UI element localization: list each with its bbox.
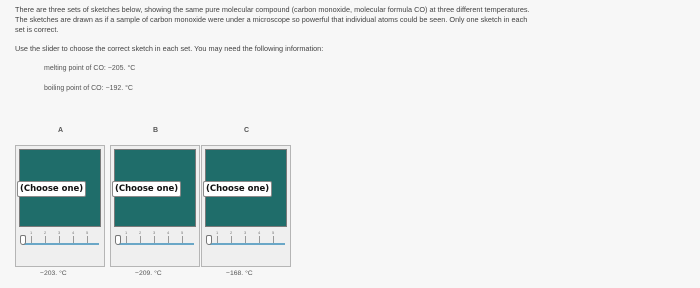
- sketch-area-b: [114, 149, 196, 227]
- slider-tick: [259, 236, 260, 243]
- slider-b[interactable]: [115, 230, 197, 250]
- tick-label: 4: [258, 230, 261, 235]
- slider-tick: [273, 236, 274, 243]
- instruction-text: Use the slider to choose the correct sketch in each set. You may need the following information:: [15, 44, 324, 53]
- slider-tick: [59, 236, 60, 243]
- intro-line: There are three sets of sketches below, showing the same pure molecular compound (carbon monoxide, molecular formula CO) at three different temperatures.: [15, 5, 530, 14]
- temperature-c: −168. °C: [226, 270, 253, 277]
- intro-line: The sketches are drawn as if a sample of carbon monoxide were under a microscope so powerful that individual atoms could be seen. Only one sketch in each: [15, 15, 528, 24]
- sketch-panel-a: [15, 145, 105, 267]
- intro-line: set is correct.: [15, 25, 59, 34]
- tick-label: 2: [230, 230, 233, 235]
- tick-label: 5: [272, 230, 275, 235]
- sketch-area-c: [205, 149, 287, 227]
- tick-label: 5: [181, 230, 184, 235]
- tick-label: 4: [72, 230, 75, 235]
- sketch-panel-b: [110, 145, 200, 267]
- tick-label: 1: [125, 230, 128, 235]
- slider-tick: [182, 236, 183, 243]
- slider-tick: [231, 236, 232, 243]
- melting-point-info: melting point of CO: −205. °C: [44, 65, 136, 72]
- slider-thumb-a[interactable]: [20, 235, 26, 245]
- tick-label: 5: [86, 230, 89, 235]
- boiling-point-info: boiling point of CO: −192. °C: [44, 85, 133, 92]
- slider-tick: [245, 236, 246, 243]
- slider-tick: [154, 236, 155, 243]
- slider-tick: [140, 236, 141, 243]
- choose-one-c[interactable]: (Choose one): [203, 181, 272, 197]
- slider-thumb-c[interactable]: [206, 235, 212, 245]
- slider-tick: [126, 236, 127, 243]
- tick-label: 2: [139, 230, 142, 235]
- intro-text: [15, 5, 695, 35]
- sketch-panel-c: [201, 145, 291, 267]
- slider-track-a: [23, 243, 99, 245]
- slider-c[interactable]: [206, 230, 288, 250]
- tick-label: 2: [44, 230, 47, 235]
- panel-label-c: C: [244, 127, 250, 134]
- slider-track-b: [118, 243, 194, 245]
- tick-label: 1: [216, 230, 219, 235]
- slider-tick: [45, 236, 46, 243]
- panel-label-a: A: [58, 127, 64, 134]
- slider-track-c: [209, 243, 285, 245]
- slider-tick: [31, 236, 32, 243]
- choose-one-b[interactable]: (Choose one): [112, 181, 181, 197]
- panel-label-b: B: [153, 127, 159, 134]
- slider-thumb-b[interactable]: [115, 235, 121, 245]
- temperature-b: −209. °C: [135, 270, 162, 277]
- choose-one-a[interactable]: (Choose one): [17, 181, 86, 197]
- temperature-a: −203. °C: [40, 270, 67, 277]
- tick-label: 3: [244, 230, 247, 235]
- slider-tick: [168, 236, 169, 243]
- tick-label: 4: [167, 230, 170, 235]
- sketch-area-a: [19, 149, 101, 227]
- tick-label: 1: [30, 230, 33, 235]
- tick-label: 3: [58, 230, 61, 235]
- slider-a[interactable]: [20, 230, 102, 250]
- slider-tick: [87, 236, 88, 243]
- tick-label: 3: [153, 230, 156, 235]
- slider-tick: [217, 236, 218, 243]
- slider-tick: [73, 236, 74, 243]
